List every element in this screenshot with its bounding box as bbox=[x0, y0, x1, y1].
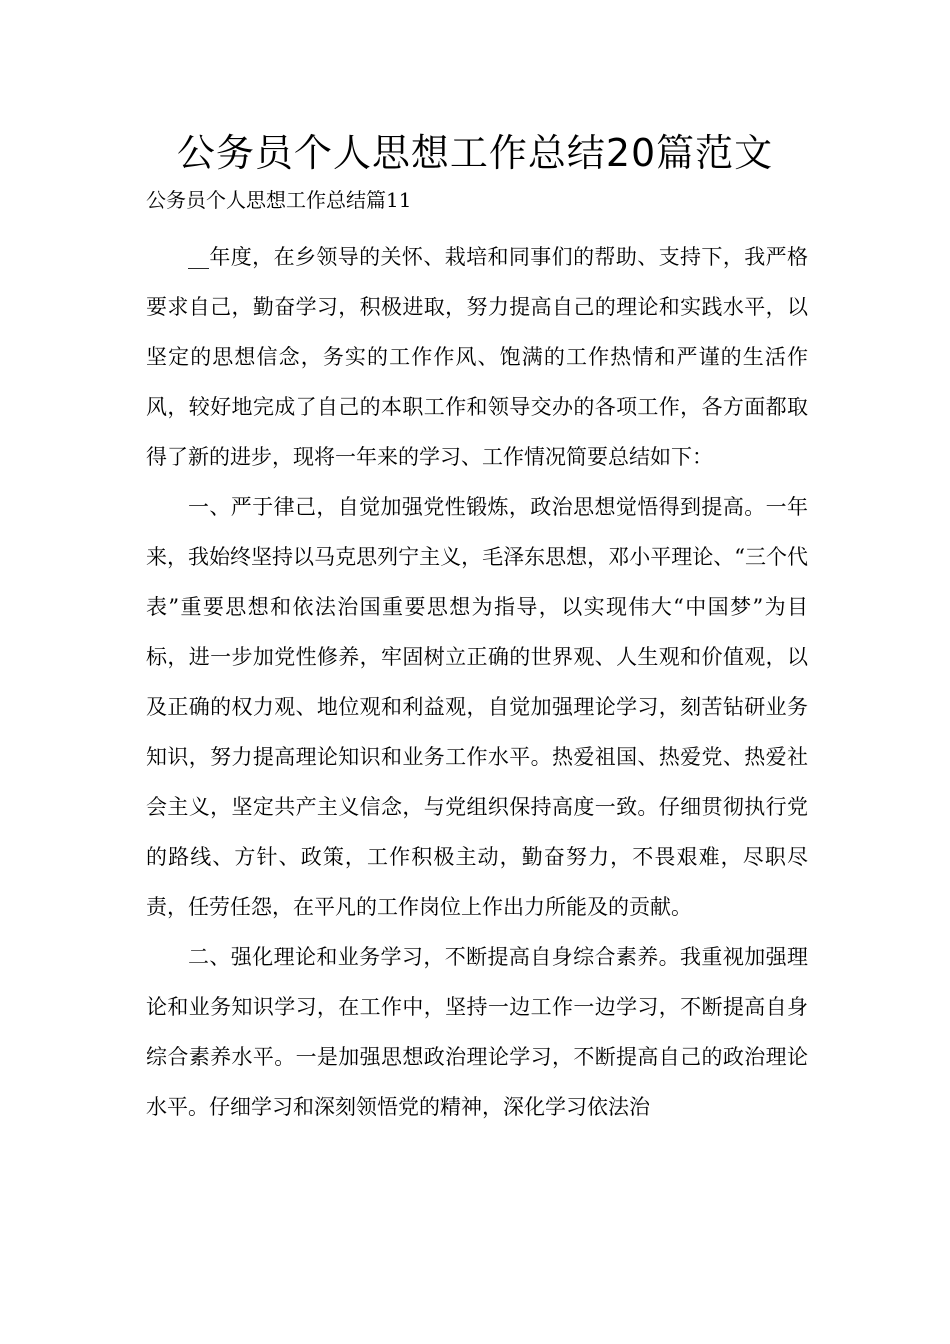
paragraph-section-1: 一、严于律己，自觉加强党性锻炼，政治思想觉悟得到提高。一年来，我始终坚持以马克思列宁主义，毛泽东思想，邓小平理论、“三个代表”重要思想和依法治国重要思想为指导，以实现伟大“中国梦”为目标，进一步加党性修养，牢固树立正确的世界观、人生观和价值观，以及正确的权力观、地位观和利益观，自觉加强理论学习，刻苦钻研业务知识，努力提高理论知识和业务工作水平。热爱祖国、热爱党、热爱社会主义，坚定共产主义信念，与党组织保持高度一致。仔细贯彻执行党的路线、方针、政策，工作积极主动，勤奋努力，不畏艰难，尽职尽责，任劳任怨，在平凡的工作岗位上作出力所能及的贡献。 bbox=[146, 495, 808, 919]
document-subtitle: 公务员个人思想工作总结篇11 bbox=[146, 188, 412, 212]
paragraph-section-2: 二、强化理论和业务学习，不断提高自身综合素养。我重视加强理论和业务知识学习，在工作中，坚持一边工作一边学习，不断提高自身综合素养水平。一是加强思想政治理论学习，不断提高自己的政治理论水平。仔细学习和深刻领悟党的精神，深化学习依法治 bbox=[146, 945, 808, 1119]
document-title: 公务员个人思想工作总结20篇范文 bbox=[176, 131, 774, 175]
paragraph-intro: __年度，在乡领导的关怀、栽培和同事们的帮助、支持下，我严格要求自己，勤奋学习，积极进取，努力提高自己的理论和实践水平，以坚定的思想信念，务实的工作作风、饱满的工作热情和严谨的生活作风，较好地完成了自己的本职工作和领导交办的各项工作，各方面都取得了新的进步，现将一年来的学习、工作情况简要总结如下： bbox=[146, 245, 808, 469]
document-body bbox=[146, 232, 808, 1132]
